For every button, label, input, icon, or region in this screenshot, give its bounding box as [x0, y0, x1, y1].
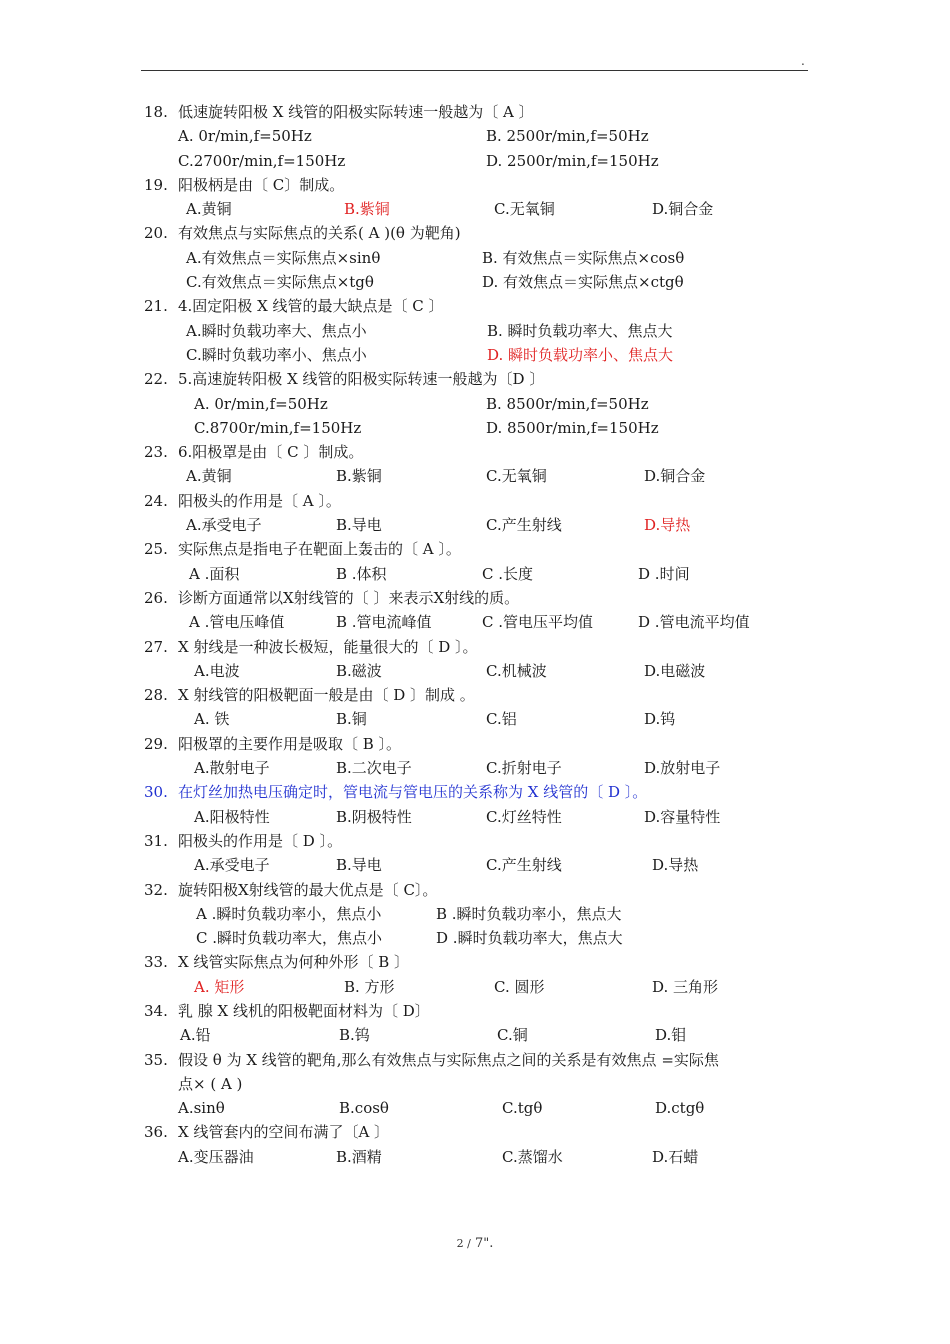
question-number: 31. [144, 831, 168, 850]
question-number: 20. [144, 224, 168, 243]
answer-option: C .管电压平均值 [482, 613, 594, 632]
question-item [144, 173, 804, 222]
answer-option: D .时间 [638, 564, 690, 583]
question-stem: 阳极柄是由〔 C〕制成。 [178, 175, 345, 194]
question-item [144, 950, 804, 999]
question-stem-line [144, 367, 804, 391]
question-stem: 实际焦点是指电子在靶面上轰击的〔 A 〕。 [178, 540, 461, 559]
option-row [144, 975, 804, 999]
answer-option: A.瞬时负载功率大、焦点小 [186, 321, 367, 340]
answer-option: C.2700r/min,f=150Hz [178, 151, 346, 170]
question-number: 25. [144, 540, 168, 559]
question-stem-line [144, 586, 804, 610]
question-item [144, 489, 804, 538]
answer-option: B.二次电子 [336, 759, 412, 778]
question-item [144, 367, 804, 440]
answer-option: C .长度 [482, 564, 534, 583]
answer-option: C.灯丝特性 [486, 807, 562, 826]
question-number: 24. [144, 491, 168, 510]
question-number: 36. [144, 1123, 168, 1142]
question-stem-line [144, 999, 804, 1023]
answer-option: D. 有效焦点＝实际焦点×ctgθ [482, 273, 684, 292]
option-row [144, 464, 804, 488]
option-row [144, 1023, 804, 1047]
question-number: 19. [144, 175, 168, 194]
page-footer [0, 1236, 950, 1251]
question-item [144, 100, 804, 173]
page-total: 7". [474, 1236, 494, 1251]
question-stem: 阳极头的作用是〔 A 〕。 [178, 491, 341, 510]
question-stem: X 线管实际焦点为何种外形〔 B 〕 [178, 953, 410, 972]
answer-option: C.机械波 [486, 661, 547, 680]
option-row [144, 659, 804, 683]
header-mark: . [801, 54, 805, 68]
answer-option: A. 铁 [194, 710, 230, 729]
answer-option: B. 8500r/min,f=50Hz [486, 394, 649, 413]
question-item [144, 683, 804, 732]
question-stem: 5.高速旋转阳极 X 线管的阳极实际转速一般越为〔D 〕 [178, 370, 545, 389]
question-stem-line [144, 489, 804, 513]
question-stem-line [144, 878, 804, 902]
question-stem: 假设 θ 为 X 线管的靶角,那么有效焦点与实际焦点之间的关系是有效焦点 =实际焦 [178, 1050, 719, 1069]
question-item [144, 221, 804, 294]
option-row [144, 610, 804, 634]
answer-option: B. 有效焦点＝实际焦点×cosθ [482, 248, 685, 267]
option-row [144, 853, 804, 877]
answer-option: D.放射电子 [644, 759, 721, 778]
answer-option: A .管电压峰值 [189, 613, 285, 632]
question-stem: 6.阳极罩是由〔 C 〕制成。 [178, 443, 364, 462]
answer-option: C.无氧铜 [494, 200, 555, 219]
question-stem-line [144, 221, 804, 245]
option-row [144, 926, 804, 950]
question-number: 21. [144, 297, 168, 316]
option-row [144, 319, 804, 343]
question-stem: 低速旋转阳极 X 线管的阳极实际转速一般越为〔 A 〕 [178, 103, 534, 121]
option-row [144, 707, 804, 731]
question-list [144, 100, 804, 1169]
answer-option: 点× ( A ) [178, 1074, 243, 1093]
question-stem: 有效焦点与实际焦点的关系( A )(θ 为靶角) [178, 224, 461, 243]
question-number: 23. [144, 443, 168, 462]
question-stem-line [144, 294, 804, 318]
option-row [144, 1145, 804, 1169]
question-item [144, 635, 804, 684]
page-number: 2 / [456, 1237, 471, 1250]
question-number: 30. [144, 783, 168, 802]
option-row [144, 197, 804, 221]
answer-option: C.产生射线 [486, 516, 562, 535]
question-stem: 旋转阳极X射线管的最大优点是〔 C〕。 [178, 880, 438, 899]
answer-option: C.tgθ [502, 1099, 543, 1118]
option-row [144, 149, 804, 173]
question-stem-line [144, 683, 804, 707]
question-stem-line [144, 732, 804, 756]
answer-option: A.变压器油 [178, 1147, 254, 1166]
answer-option: A. 矩形 [194, 977, 245, 996]
answer-option: A .面积 [189, 564, 240, 583]
question-item [144, 440, 804, 489]
answer-option: D.钨 [644, 710, 676, 729]
answer-option: D.导热 [652, 856, 699, 875]
question-number: 29. [144, 734, 168, 753]
answer-option: A.散射电子 [194, 759, 270, 778]
question-item [144, 732, 804, 781]
header-rule [141, 70, 808, 71]
answer-option: B. 2500r/min,f=50Hz [486, 127, 649, 146]
question-stem-line [144, 950, 804, 974]
answer-option: A.铅 [180, 1026, 211, 1045]
question-stem: X 射线管的阳极靶面一般是由〔 D 〕制成 。 [178, 686, 475, 705]
question-number: 27. [144, 637, 168, 656]
question-stem: X 射线是一种波长极短，能量很大的〔 D 〕。 [178, 637, 478, 656]
option-row [144, 562, 804, 586]
question-stem-line [144, 173, 804, 197]
option-row [144, 902, 804, 926]
option-row [144, 270, 804, 294]
question-number: 26. [144, 588, 168, 607]
answer-option: D.容量特性 [644, 807, 721, 826]
answer-option: C.无氧铜 [486, 467, 547, 486]
answer-option: B.铜 [336, 710, 367, 729]
answer-option: C .瞬时负载功率大，焦点小 [196, 929, 383, 948]
answer-option: A. 0r/min,f=50Hz [178, 127, 312, 146]
answer-option: D.铜合金 [644, 467, 706, 486]
answer-option: A .瞬时负载功率小，焦点小 [196, 904, 382, 923]
answer-option: B. 方形 [344, 977, 395, 996]
answer-option: D. 8500r/min,f=150Hz [486, 418, 659, 437]
answer-option: A.电波 [194, 661, 240, 680]
question-stem-line [144, 440, 804, 464]
question-stem-line [144, 537, 804, 561]
question-item [144, 829, 804, 878]
answer-option: C.折射电子 [486, 759, 562, 778]
question-number: 28. [144, 686, 168, 705]
answer-option: A.sinθ [178, 1099, 225, 1118]
answer-option: A.黄铜 [186, 467, 232, 486]
answer-option: A.承受电子 [194, 856, 270, 875]
question-stem-line [144, 635, 804, 659]
question-stem: 乳 腺 X 线机的阳极靶面材料为〔 D〕 [178, 1001, 430, 1020]
option-row [144, 1096, 804, 1120]
answer-option: B.cosθ [339, 1099, 389, 1118]
answer-option: C.蒸馏水 [502, 1147, 563, 1166]
answer-option: D.钼 [655, 1026, 687, 1045]
answer-option: D.石蜡 [652, 1147, 699, 1166]
answer-option: A. 0r/min,f=50Hz [194, 394, 328, 413]
option-row [144, 805, 804, 829]
answer-option: C.铜 [497, 1026, 528, 1045]
answer-option: D.电磁波 [644, 661, 706, 680]
answer-option: D. 瞬时负载功率小、焦点大 [487, 345, 674, 364]
question-item [144, 999, 804, 1048]
option-row [144, 416, 804, 440]
answer-option: B.导电 [336, 856, 382, 875]
answer-option: D.铜合金 [652, 200, 714, 219]
answer-option: B.紫铜 [344, 200, 390, 219]
answer-option: D.ctgθ [655, 1099, 705, 1118]
question-number: 34. [144, 1001, 168, 1020]
answer-option: C.8700r/min,f=150Hz [194, 418, 362, 437]
question-number: 33. [144, 953, 168, 972]
question-item [144, 1048, 804, 1121]
question-number: 18. [144, 103, 168, 121]
question-number: 35. [144, 1050, 168, 1069]
question-stem: X 线管套内的空间布满了〔A 〕 [178, 1123, 390, 1142]
answer-option: C.铝 [486, 710, 517, 729]
question-stem-line [144, 829, 804, 853]
answer-option: C.有效焦点＝实际焦点×tgθ [186, 273, 374, 292]
question-stem: 阳极头的作用是〔 D 〕。 [178, 831, 343, 850]
question-stem: 在灯丝加热电压确定时，管电流与管电压的关系称为 X 线管的〔 D 〕。 [178, 783, 648, 802]
answer-option: D .管电流平均值 [638, 613, 750, 632]
answer-option: B .瞬时负载功率小，焦点大 [436, 904, 622, 923]
answer-option: B.钨 [339, 1026, 370, 1045]
answer-option: A.承受电子 [186, 516, 262, 535]
option-row [144, 756, 804, 780]
answer-option: B.导电 [336, 516, 382, 535]
question-stem-line [144, 780, 804, 804]
question-stem: 4.固定阳极 X 线管的最大缺点是〔 C 〕 [178, 297, 444, 316]
answer-option: A.阳极特性 [194, 807, 270, 826]
question-stem-line [144, 100, 804, 124]
question-item [144, 586, 804, 635]
option-row [144, 1072, 804, 1096]
answer-option: B.阴极特性 [336, 807, 412, 826]
answer-option: D. 2500r/min,f=150Hz [486, 151, 659, 170]
answer-option: B .管电流峰值 [336, 613, 432, 632]
option-row [144, 392, 804, 416]
question-number: 32. [144, 880, 168, 899]
question-stem: 阳极罩的主要作用是吸取〔 B 〕。 [178, 734, 402, 753]
question-number: 22. [144, 370, 168, 389]
answer-option: D.导热 [644, 516, 691, 535]
question-item [144, 294, 804, 367]
question-item [144, 780, 804, 829]
option-row [144, 343, 804, 367]
answer-option: B.紫铜 [336, 467, 382, 486]
answer-option: B. 瞬时负载功率大、焦点大 [487, 321, 673, 340]
answer-option: B.酒精 [336, 1147, 382, 1166]
question-stem-line [144, 1120, 804, 1144]
answer-option: A.黄铜 [186, 200, 232, 219]
answer-option: D .瞬时负载功率大，焦点大 [436, 929, 623, 948]
answer-option: B.磁波 [336, 661, 382, 680]
question-item [144, 1120, 804, 1169]
option-row [144, 124, 804, 148]
answer-option: C.产生射线 [486, 856, 562, 875]
answer-option: C.瞬时负载功率小、焦点小 [186, 345, 367, 364]
question-stem: 诊断方面通常以X射线管的〔 〕来表示X射线的质。 [178, 588, 520, 607]
answer-option: B .体积 [336, 564, 387, 583]
question-stem-line [144, 1048, 804, 1072]
answer-option: A.有效焦点＝实际焦点×sinθ [186, 248, 381, 267]
option-row [144, 513, 804, 537]
question-item [144, 878, 804, 951]
question-item [144, 537, 804, 586]
answer-option: C. 圆形 [494, 977, 545, 996]
option-row [144, 246, 804, 270]
answer-option: D. 三角形 [652, 977, 719, 996]
